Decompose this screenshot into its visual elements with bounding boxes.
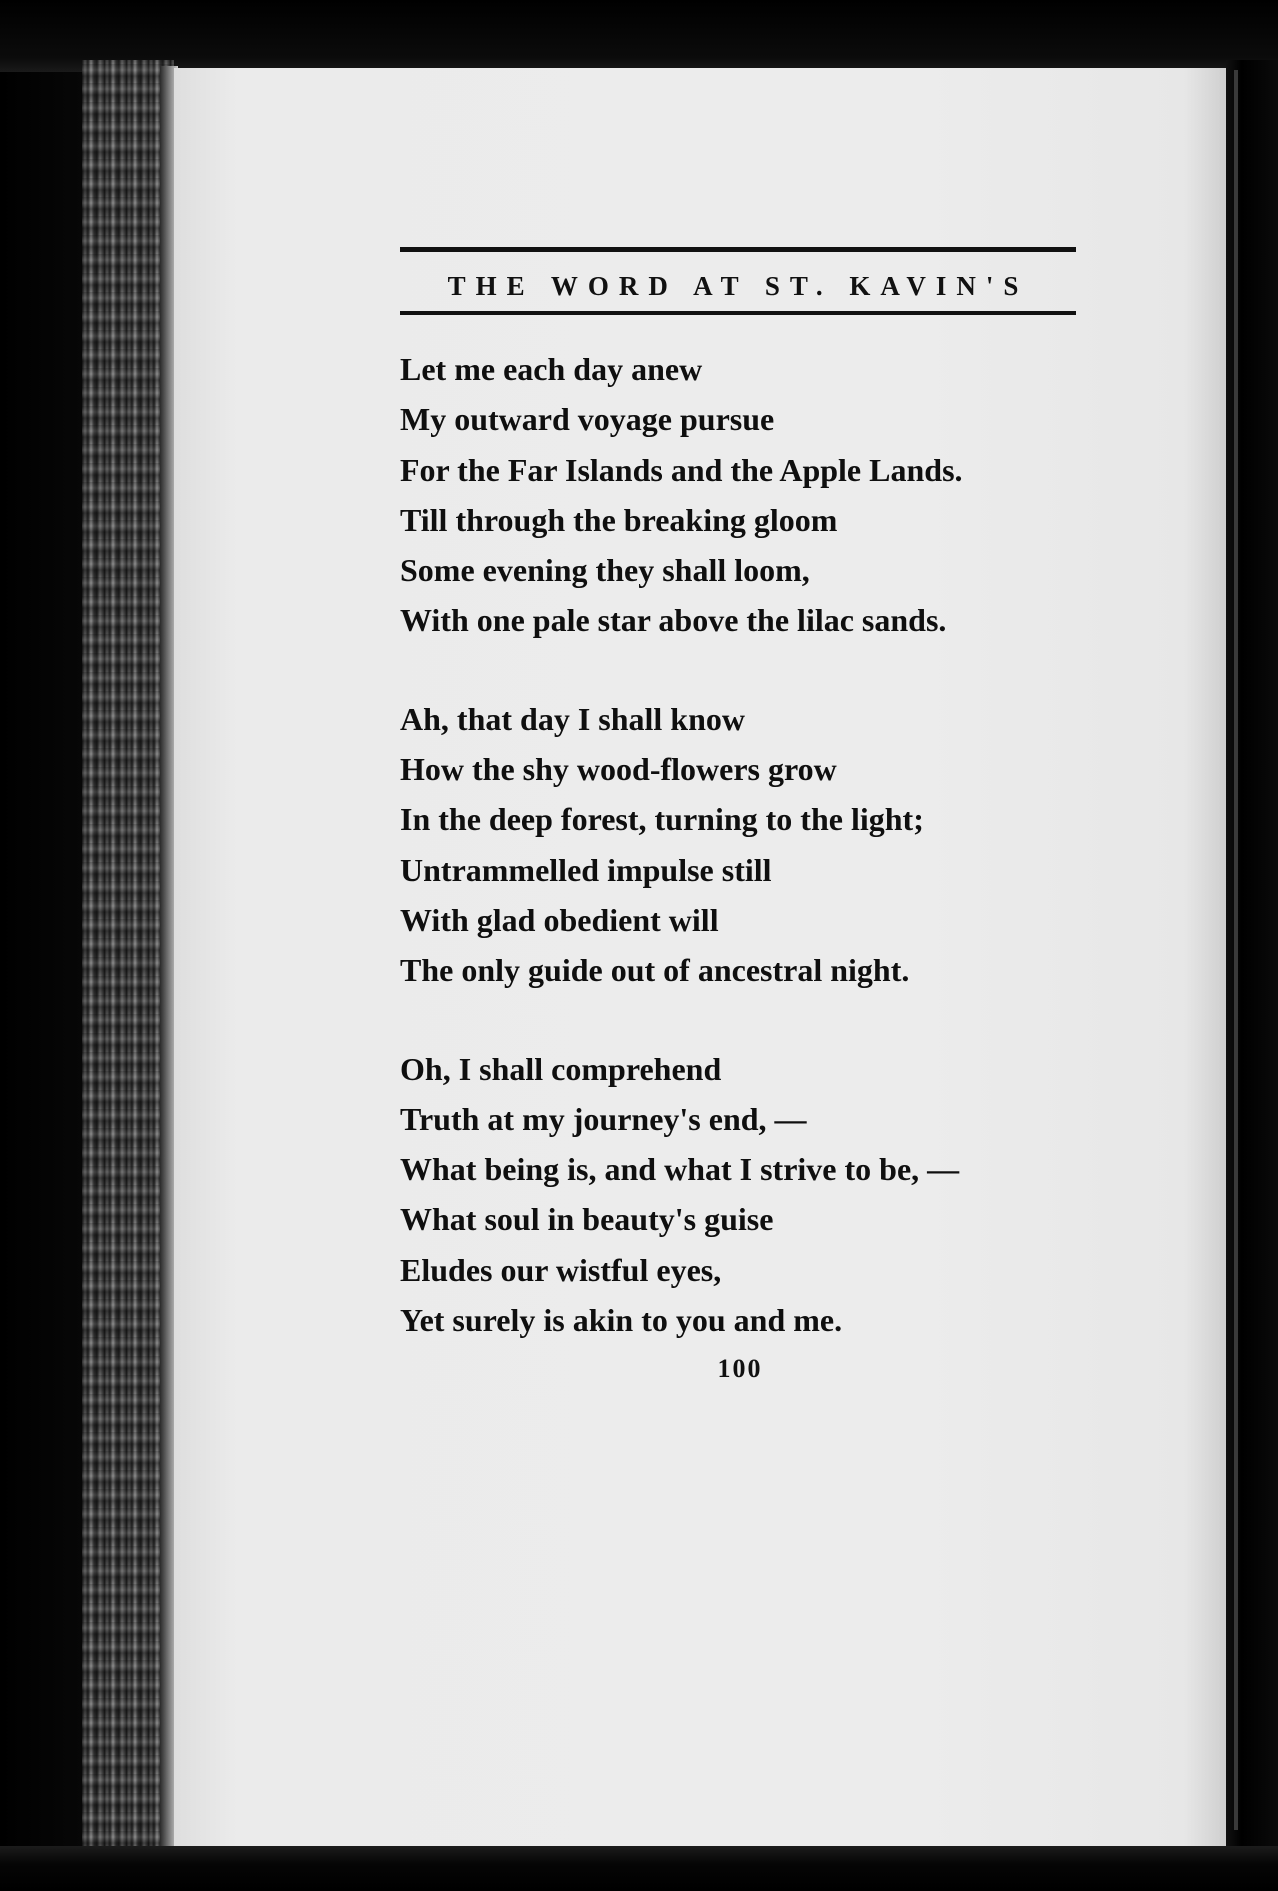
stanza (400, 694, 1100, 996)
poem-line: Truth at my journey's end, — (400, 1100, 807, 1137)
poem-line: Untrammelled impulse still (400, 851, 772, 888)
running-head: THE WORD AT ST. KAVIN'S (447, 271, 1029, 301)
poem-line: Let me each day anew (400, 351, 703, 387)
poem-line: For the Far Islands and the Apple Lands. (400, 451, 963, 488)
poem-line: Some evening they shall loom, (400, 552, 810, 589)
poem-line: Yet surely is akin to you and me. (400, 1302, 843, 1339)
poem-line: With one pale star above the lilac sands. (400, 602, 947, 639)
scan-bottom-shadow (0, 1846, 1278, 1891)
page-number: 100 (717, 1354, 763, 1383)
poem-line: Oh, I shall comprehend (400, 1050, 722, 1087)
poem-line: Eludes our wistful eyes, (400, 1251, 722, 1288)
stanza (400, 344, 1100, 646)
poem-line: Ah, that day I shall know (400, 700, 745, 737)
poem-line: What soul in beauty's guise (400, 1201, 774, 1238)
poem-line: How the shy wood-flowers grow (400, 751, 837, 788)
header-rule-top (400, 247, 1076, 252)
scan-left-background (0, 0, 82, 1891)
page-right-border (1234, 70, 1238, 1830)
stanza (400, 1044, 1100, 1346)
scan-top-shadow (0, 0, 1278, 72)
poem-line: My outward voyage pursue (400, 401, 775, 438)
poem-line: What being is, and what I strive to be, — (400, 1151, 960, 1188)
poem-line: With glad obedient will (400, 901, 719, 938)
poem-line: In the deep forest, turning to the light; (400, 801, 924, 838)
poem-body (400, 344, 1100, 1393)
header-rule-bottom (400, 311, 1076, 315)
poem-line: Till through the breaking gloom (400, 501, 838, 538)
poem-line: The only guide out of ancestral night. (400, 952, 910, 989)
